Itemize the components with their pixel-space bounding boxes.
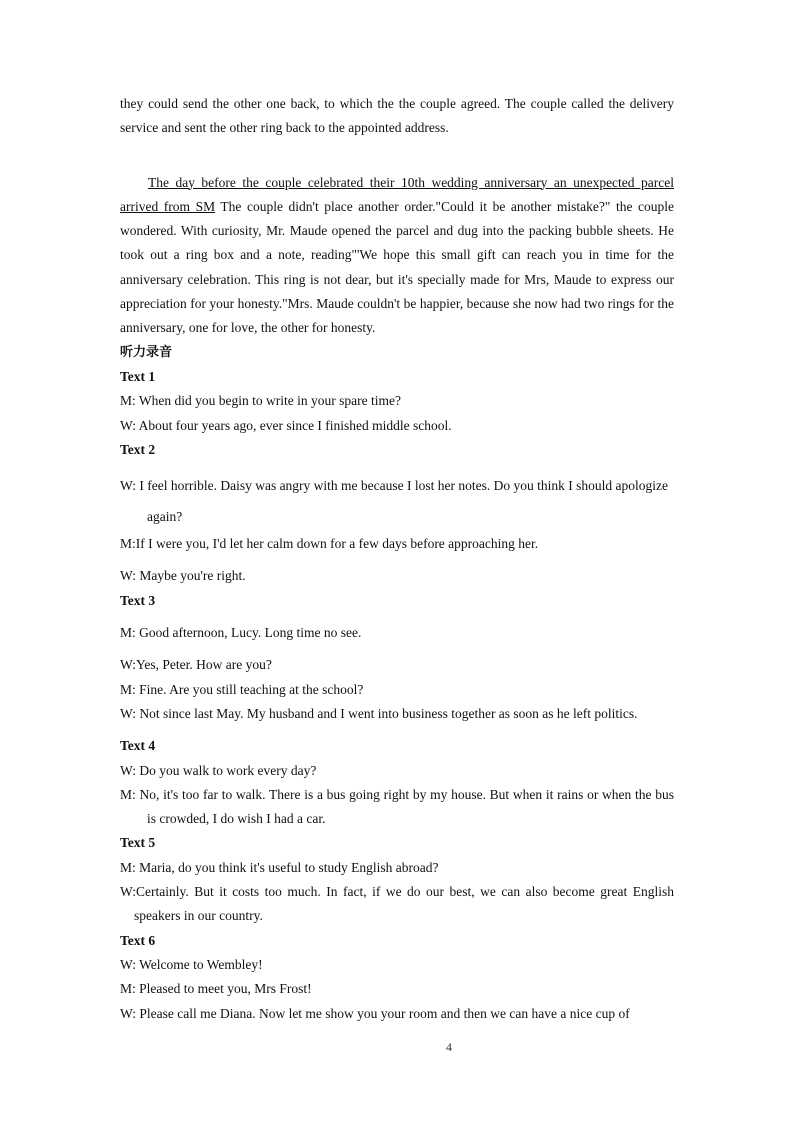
text-6-line: M: Pleased to meet you, Mrs Frost!: [120, 981, 312, 997]
text-1-title: Text 1: [120, 368, 156, 384]
document-page: [120, 92, 674, 1026]
text-3-line: M: Good afternoon, Lucy. Long time no see.: [120, 625, 362, 641]
paragraph-gap: [120, 141, 674, 171]
text-3-title: Text 3: [120, 592, 156, 608]
text-3-line: W:Yes, Peter. How are you?: [120, 657, 272, 673]
text-6-title: Text 6: [120, 932, 156, 948]
paragraph-2-rest: The couple didn't place another order."Could it be another mistake?" the couple wondered. With curiosity, Mr. Maude opened the parcel and dug into the packing bubble sheets. He took out a ring box and a note, reading"'We hope this small gift can reach you in time for the anniversary celebration. This ring is not dear, but it's specially made for Mrs, Maude to express our appreciation for your honesty."Mrs. Maude couldn't be happier, because she now had two rings for the anniversary, one for love, the other for honesty.: [120, 198, 674, 336]
paragraph-2: [120, 171, 674, 341]
text-3-line: M: Fine. Are you still teaching at the school?: [120, 681, 364, 697]
page-number: 4: [446, 1040, 452, 1054]
text-1-line: M: When did you begin to write in your spare time?: [120, 393, 401, 409]
text-2-title: Text 2: [120, 441, 156, 457]
text-3-line: W: Not since last May. My husband and I went into business together as soon as he left politics.: [120, 705, 638, 721]
text-2-line: M:If I were you, I'd let her calm down for a few days before approaching her.: [120, 536, 539, 552]
paragraph-1: they could send the other one back, to which the the couple agreed. The couple called the delivery service and sent the other ring back to the appointed address.: [120, 96, 674, 136]
text-2-line: W: I feel horrible. Daisy was angry with me because I lost her notes. Do you think I should apologize again?: [120, 478, 668, 525]
section-title: 听力录音: [120, 344, 173, 360]
text-4-line: M: No, it's too far to walk. There is a bus going right by my house. But when it rains or when the bus is crowded, I do wish I had a car.: [120, 786, 674, 827]
text-2-line: W: Maybe you're right.: [120, 568, 246, 584]
text-4-line: W: Do you walk to work every day?: [120, 762, 317, 778]
underlined-phrase: The day before the couple celebrated their 10th wedding anniversary an unexpected parcel arrived from SM: [120, 174, 674, 214]
text-5-title: Text 5: [120, 835, 156, 851]
text-4-title: Text 4: [120, 738, 156, 754]
text-1-line: W: About four years ago, ever since I finished middle school.: [120, 417, 452, 433]
text-6-line: W: Please call me Diana. Now let me show you your room and then we can have a nice cup of: [120, 1005, 630, 1021]
text-5-line: W:Certainly. But it costs too much. In fact, if we do our best, we can also become great English speakers in our country.: [120, 884, 674, 924]
text-6-line: W: Welcome to Wembley!: [120, 956, 263, 972]
text-5-line: M: Maria, do you think it's useful to study English abroad?: [120, 859, 439, 875]
